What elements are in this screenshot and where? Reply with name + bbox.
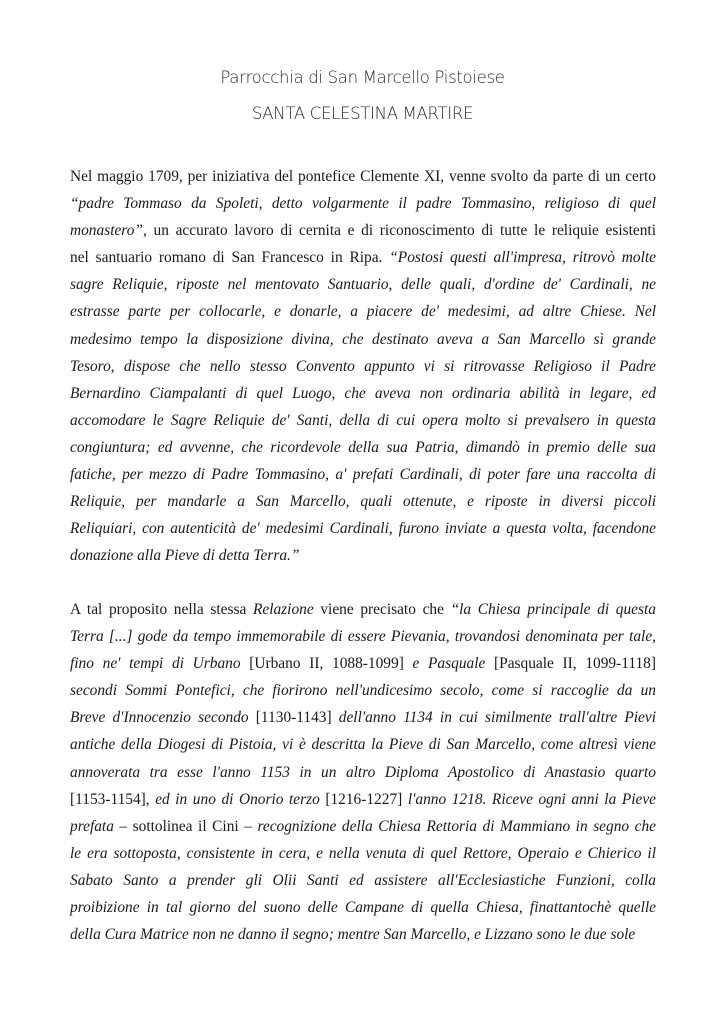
italic-quote-segment: fino ne' tempi di Urbano [70,655,241,673]
italic-quote-segment: secondi Sommi Pontefici, che fiorirono nell'undicesimo secolo, come si raccoglie da un [70,682,656,700]
italic-quote-segment: della Cura Matrice non ne danno il segno; mentre San Marcello, e Lizzano sono le due sole [70,926,636,944]
text-line [70,677,656,704]
text-line [70,759,656,786]
italic-quote-segment: medesimo tempo la disposizione divina, che destinato aveva a San Marcello sì grande [70,330,656,348]
text-line [70,407,656,434]
text-line [70,326,656,353]
italic-quote-segment: Bernardino Ciampalanti di quel Luogo, che aveva non ordinaria abilità in legare, ed [70,384,656,402]
paragraph-pieve-history [70,596,656,948]
text-segment: [1153-1154], [70,790,156,808]
text-line [70,623,656,650]
text-segment: [1130-1143] [248,709,339,727]
italic-quote-segment: ed in uno di Onorio terzo [155,790,320,808]
italic-quote-segment: annoverata tra esse l'anno 1153 in un altro Diploma Apostolico di Anastasio quarto [70,763,656,781]
text-line [70,190,656,217]
italic-quote-segment: Terra [...] gode da tempo immemorabile di essere Pievania, trovandosi denominata per tale, [70,628,656,646]
text-line [70,867,656,894]
text-segment: A tal proposito nella stessa [70,601,253,618]
text-line [70,650,656,677]
italic-quote-segment: proibizione in tal giorno del suono delle Campane di quella Chiesa, finattantochè quelle [70,899,656,917]
italic-quote-segment: Breve d'Innocenzio secondo [70,709,249,727]
italic-quote-segment: Tesoro, dispose che nello stesso Convento appunto vi si ritrovasse Religioso il Padre [70,357,656,375]
italic-quote-segment: accomodare le Sagre Reliquie de' Santi, della di cui opera molto si prevalsero in questa [70,411,656,429]
italic-quote-segment: fatiche, per mezzo di Padre Tommasino, a' prefati Cardinali, di poter fare una raccolta di [70,466,656,484]
parish-title: Parrocchia di San Marcello Pistoiese [220,68,505,87]
text-segment: nel santuario romano di San Francesco in Ripa. [70,249,390,267]
text-segment: [Pasquale II, 1099-1118] [485,655,656,673]
italic-quote-segment: Sabato Santo a prender gli Olii Santi ed assistere all'Ecclesiastiche Funzioni, colla [70,871,656,889]
text-line [70,704,656,731]
italic-quote-segment: “la Chiesa principale di questa [450,601,656,618]
text-line [70,217,656,244]
text-segment: [Urbano II, 1088-1099] [240,655,413,673]
italic-quote-segment: “Postosi questi all'impresa, ritrovò molte [389,249,656,267]
italic-quote-segment: Reliquiari, con autenticità de' medesimi Cardinali, furono inviate a questa volta, facendone [70,520,656,538]
text-line [70,461,656,488]
italic-quote-segment: congiuntura; ed avvenne, che ricordevole della sua Patria, dimandò in premio delle sua [70,438,656,456]
text-line [70,353,656,380]
text-line [70,298,656,325]
italic-quote-segment: “padre Tommaso da Spoleti, detto volgarmente il padre Tommasino, religioso di quel [70,195,656,213]
italic-quote-segment: e Pasquale [412,655,486,673]
text-line [70,380,656,407]
italic-quote-segment: estrasse parte per collocarle, e donarle, a piacere de' medesimi, ad altre Chiese. Nel [70,303,656,321]
italic-quote-segment: le era sottoposta, consistente in cera, e nella venuta di quel Rettore, Operaio e Chierico il [70,844,656,862]
italic-quote-segment: sagre Reliquie, riposte nel mentovato Santuario, delle quali, d'ordine de' Cardinali, ne [70,276,656,294]
text-line [70,163,656,190]
text-segment: , un accurato lavoro di cernita e di riconoscimento di tutte le reliquie esistenti [142,222,656,240]
text-line [70,813,656,840]
text-segment: Nel maggio 1709, per iniziativa del pontefice Clemente XI, venne svolto da parte di un certo [70,168,656,185]
text-line [70,921,656,948]
paragraph-relics-origin [70,163,656,569]
text-segment: [1216-1227] [319,790,408,808]
italic-quote-segment: dell'anno 1134 in cui similmente trall'altre Pievi [338,709,656,727]
text-segment: viene precisato che [313,601,451,618]
italic-quote-segment: recognizione della Chiesa Rettoria di Mammiano in segno che [257,817,656,835]
text-line [70,434,656,461]
text-line [70,596,656,623]
italic-quote-segment: antiche della Diogesi di Pistoia, vi è descritta la Pieve di San Marcello, come altresì viene [70,736,656,754]
text-line [70,731,656,758]
italic-quote-segment: monastero” [70,222,143,240]
text-line [70,271,656,298]
text-line [70,515,656,542]
italic-quote-segment: Relazione [252,601,314,618]
text-line [70,894,656,921]
text-line [70,786,656,813]
italic-quote-segment: l'anno 1218. Riceve ogni anni la Pieve [407,790,656,808]
text-line [70,488,656,515]
italic-quote-segment: prefata [70,817,114,835]
italic-quote-segment: Reliquie, per mandarle a San Marcello, quali ottenute, e riposte in diversi piccoli [70,493,656,511]
text-line [70,244,656,271]
italic-quote-segment: donazione alla Pieve di detta Terra.” [70,547,300,565]
document-subtitle: SANTA CELESTINA MARTIRE [251,104,474,123]
text-segment: – sottolinea il Cini – [113,817,258,835]
text-line [70,840,656,867]
text-line [70,542,656,569]
